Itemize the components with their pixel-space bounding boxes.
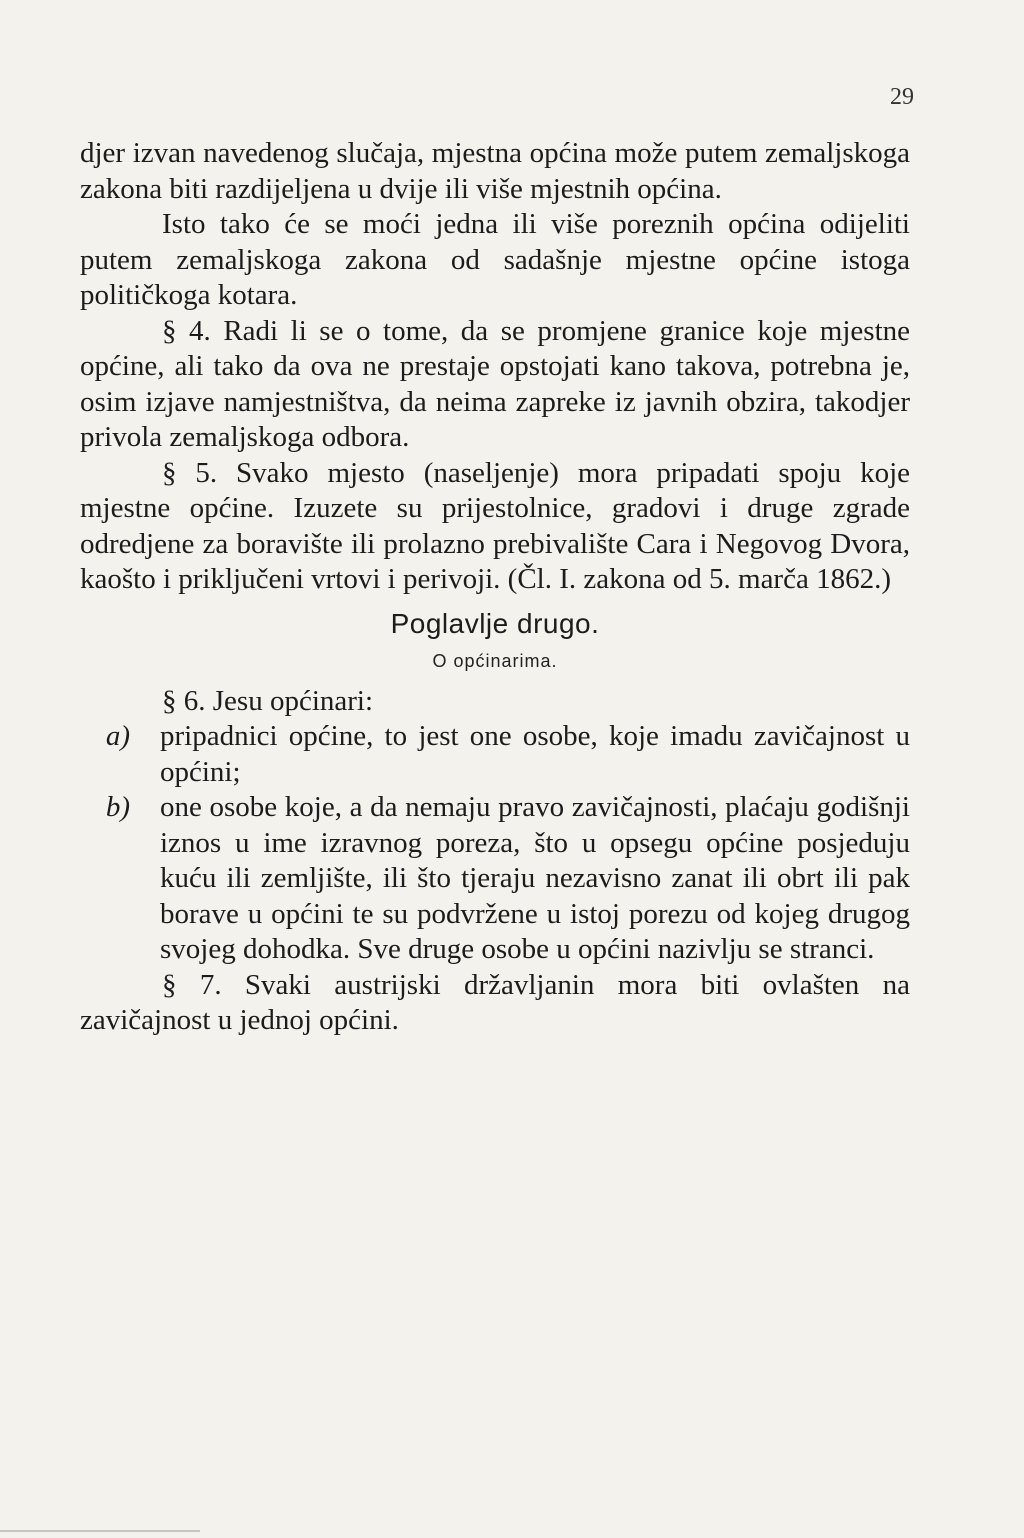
chapter-subtitle: O općinarima. xyxy=(432,650,558,671)
paragraph-porezne-opcine: Isto tako će se moći jedna ili više poreznih općina odijeliti putem zemaljskoga zakona od sadašnje mjestne općine istoga političkoga kotara. xyxy=(80,208,910,311)
chapter-title: Poglavlje drugo. xyxy=(390,607,600,639)
page-edge-divider xyxy=(0,1530,200,1532)
list-item-a xyxy=(80,719,910,790)
list-text-a: pripadnici općine, to jest one osobe, koje imadu zavičajnost u općini; xyxy=(160,720,910,788)
paragraph-continuation: djer izvan navedenog slučaja, mjestna općina može putem zemaljskoga zakona biti razdijeljena u dvije ili više mjestnih općina. xyxy=(80,137,910,205)
section-7-paragraph: § 7. Svaki austrijski državljanin mora biti ovlašten na zavičajnost u jednoj općini. xyxy=(80,968,910,1036)
section-5-paragraph: § 5. Svako mjesto (naseljenje) mora pripadati spoju koje mjestne općine. Izuzete su prijestolnice, gradovi i druge zgrade odredjene za boravište ili prolazno prebivalište Cara i Negovog Dvora, kaošto i priključeni vrtovi i perivoji. (Čl. I. zakona od 5. marča 1862.) xyxy=(80,456,910,595)
list-marker-a: a) xyxy=(105,720,131,752)
list-text-b: one osobe koje, a da nemaju pravo zavičajnosti, plaćaju godišnji iznos u ime izravnog poreza, što u opsegu općine posjeduju kuću ili zemljište, ili što tjeraju nezavisno zanat ili obrt ili pak borave u općini te su podvržene u istoj porezu od kojeg drugog svojeg dohodka. Sve druge osobe u općini nazivlju se stranci. xyxy=(160,791,910,965)
list-marker-b: b) xyxy=(105,791,131,823)
list-item-b xyxy=(80,790,910,968)
section-6-intro: § 6. Jesu općinari: xyxy=(162,684,374,717)
section-4-paragraph: § 4. Radi li se o tome, da se promjene granice koje mjestne općine, ali tako da ova ne prestaje opstojati kano takova, potrebna je, osim izjave namjestništva, da neima zapreke iz javnih obzira, takodjer privola zemaljskoga odbora. xyxy=(80,314,910,453)
page-number: 29 xyxy=(890,84,914,110)
body-text xyxy=(80,136,910,1039)
